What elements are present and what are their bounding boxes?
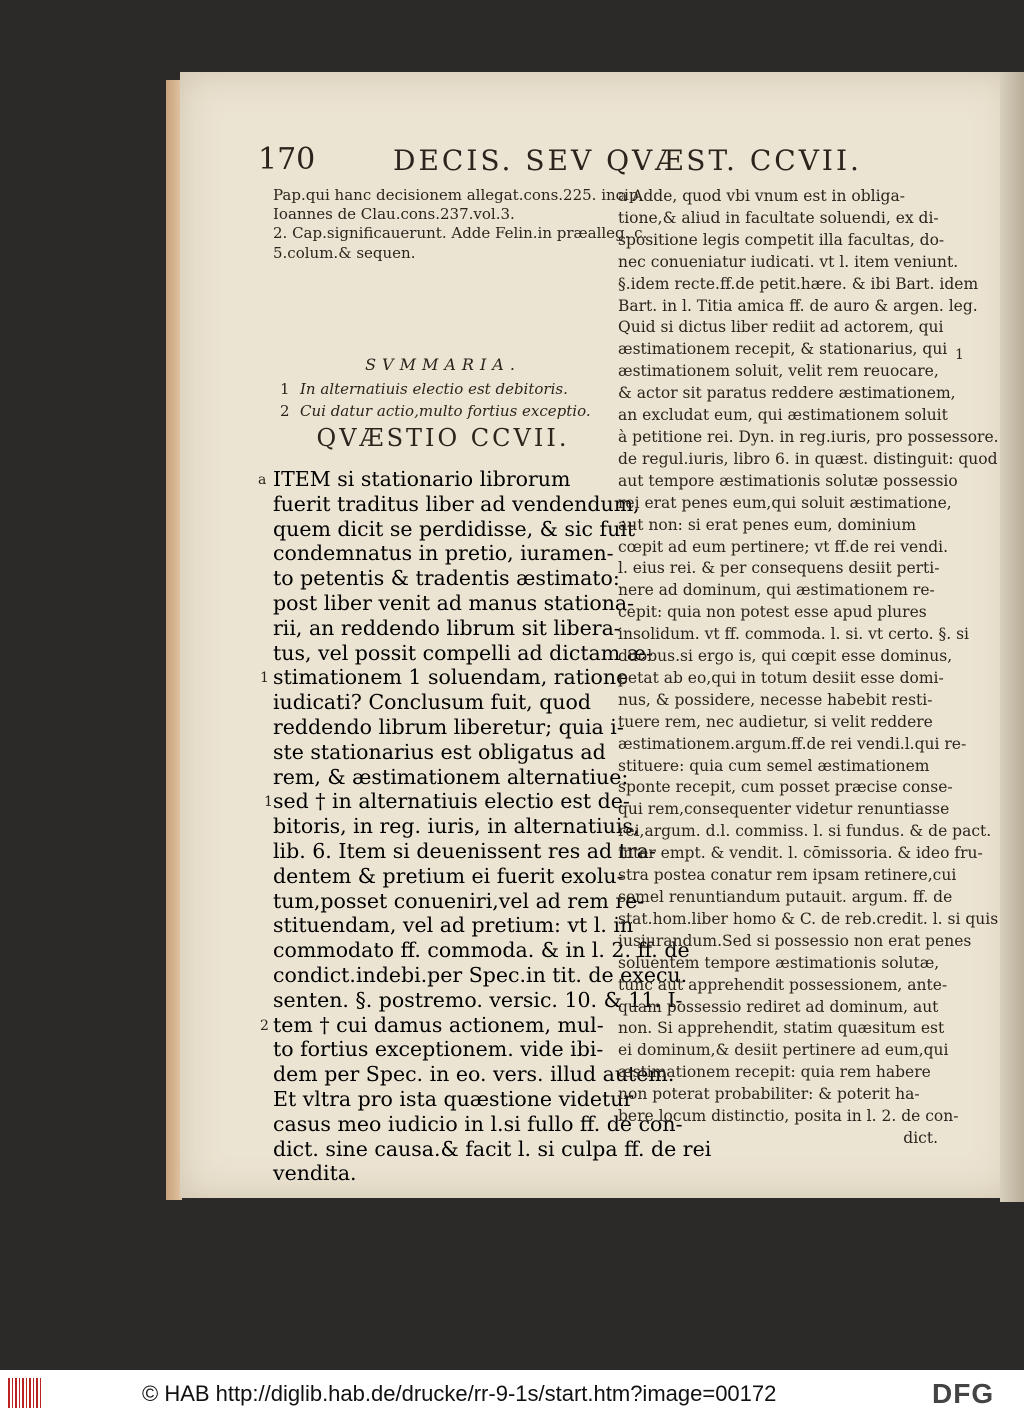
commentary-line: ei dominum,& desiit pertinere ad eum,qui	[618, 1041, 949, 1060]
note-line: 5.colum.& sequen.	[273, 243, 416, 262]
commentary-line: aut non: si erat penes eum, dominium	[618, 515, 917, 534]
commentary-line: æstimationem soluit, velit rem reuocare,	[618, 362, 939, 381]
body-line: sed † in alternatiuis electio est de-	[273, 789, 630, 814]
commentary-line: aut tempore æstimationis solutæ possessio	[618, 471, 958, 490]
commentary-line: tione,& aliud in facultate soluendi, ex di-	[618, 208, 939, 227]
body-line: tem † cui damus actionem, mul-	[273, 1012, 604, 1037]
commentary-line: l. eius rei. & per consequens desiit perti-	[618, 559, 940, 578]
note-line: Pap.qui hanc decisionem allegat.cons.225. incip.	[273, 186, 644, 204]
note-line: Ioannes de Clau.cons.237.vol.3.	[273, 205, 515, 224]
commentary-line: spositione legis competit illa facultas, do-	[618, 230, 945, 249]
commentary-line: §.idem recte.ff.de petit.hære. & ibi Bart. idem	[618, 274, 979, 293]
note-line: 2. Cap.significauerunt. Adde Felin.in præalleg. c.	[273, 224, 648, 243]
body-line: condict.indebi.per Spec.in tit. de execu.	[273, 962, 688, 987]
body-line: dict. sine causa.& facit l. si culpa ff. de rei	[273, 1136, 712, 1161]
body-line: quem dicit se perdidisse, & sic fuit	[273, 516, 636, 541]
commentary-line: petat ab eo,qui in totum desiit esse domi-	[618, 668, 944, 687]
body-line: to petentis & tradentis æstimato:	[273, 566, 620, 591]
commentary-line: æstimationem recepit: quia rem habere	[618, 1063, 931, 1082]
body-line: dentem & pretium ei fuerit exolu-	[273, 863, 624, 888]
commentary-line: à petitione rei. Dyn. in reg.iuris, pro possessore.	[618, 427, 999, 446]
right-commentary	[618, 186, 999, 1150]
commentary-line: non poterat probabiliter: & poterit ha-	[618, 1085, 920, 1104]
margin-mark-1: 1	[264, 794, 273, 810]
commentary-line: bere locum distinctio, posita in l. 2. de con-	[618, 1107, 959, 1126]
body-line: dem per Spec. in eo. vers. illud autem.	[273, 1062, 675, 1087]
commentary-line: a Adde, quod vbi vnum est in obliga-	[618, 187, 905, 205]
body-line: ste stationarius est obligatus ad	[273, 739, 606, 764]
body-line: bitoris, in reg. iuris, in alternatiuis,	[273, 814, 640, 839]
body-line: senten. §. postremo. versic. 10. & 11. I-	[273, 987, 683, 1012]
commentary-line: cepit: quia non potest esse apud plures	[618, 603, 927, 622]
commentary-line: qui rem,consequenter videtur renuntiasse	[618, 800, 950, 819]
summaria-item: 1 In alternatiuis electio est debitoris.	[280, 380, 568, 398]
body-line: lib. 6. Item si deuenissent res ad tra-	[273, 838, 656, 863]
commentary-line: stra postea conatur rem ipsam retinere,cui	[618, 866, 957, 885]
body-line: to fortius exceptionem. vide ibi-	[273, 1037, 604, 1062]
commentary-line: rei erat penes eum,qui soluit æstimatione,	[618, 493, 952, 512]
body-line: vendita.	[273, 1161, 357, 1186]
commentary-line: stituere: quia cum semel æstimationem	[618, 756, 930, 775]
commentary-line: Quid si dictus liber rediit ad actorem, qui	[618, 318, 944, 337]
margin-mark-a: a	[258, 472, 267, 488]
commentary-line: duobus.si ergo is, qui cœpit esse dominus,	[618, 647, 953, 666]
body-line: Et vltra pro ista quæstione videtur	[273, 1086, 634, 1111]
commentary-line: non. Si apprehendit, statim quæsitum est	[618, 1019, 945, 1038]
question-title: QVÆSTIO CCVII.	[316, 424, 570, 452]
commentary-line: semel renuntiandum putauit. argum. ff. de	[618, 888, 953, 906]
commentary-line: tunc aut apprehendit possessionem, ante-	[618, 975, 948, 994]
body-line: stimationem 1 soluendam, ratione	[273, 665, 629, 690]
margin-mark-2: 2	[260, 1018, 269, 1034]
commentary-line: sponte recepit, cum posset præcise conse-	[618, 778, 953, 797]
barcode-icon	[8, 1378, 42, 1408]
page-number: 170	[258, 142, 316, 177]
commentary-line: de regul.iuris, libro 6. in quæst. distinguit: quod	[618, 449, 998, 468]
book-page	[180, 72, 1014, 1198]
commentary-line: nec conueniatur iudicati. vt l. item veniunt.	[618, 252, 959, 271]
book-right-edge	[1000, 72, 1024, 1202]
commentary-line: soluentem tempore æstimationis solutæ,	[618, 953, 940, 972]
commentary-line: iusiurandum.Sed si possessio non erat penes	[618, 931, 972, 950]
body-line: tum,posset conueniri,vel ad rem re-	[273, 888, 645, 913]
body-line: tus, vel possit compelli ad dictam æ-	[273, 640, 653, 665]
running-head: DECIS. SEV QVÆST. CCVII.	[393, 144, 862, 177]
margin-mark-right-1: 1	[955, 347, 964, 363]
body-line: post liber venit ad manus stationa-	[273, 590, 635, 615]
commentary-line: nere ad dominum, qui æstimationem re-	[618, 581, 935, 600]
commentary-line: rei,argum. d.l. commiss. l. si fundus. & de pact.	[618, 822, 992, 841]
commentary-line: insolidum. vt ff. commoda. l. si. vt certo. §. si	[618, 625, 969, 644]
commentary-line: quam possessio rediret ad dominum, aut	[618, 997, 939, 1016]
page-header	[258, 142, 978, 182]
summaria-title: SVMMARIA.	[365, 355, 521, 374]
body-line: stituendam, vel ad pretium: vt l. in	[273, 913, 634, 938]
commentary-line: cœpit ad eum pertinere; vt ff.de rei vendi.	[618, 537, 948, 556]
body-line: fuerit traditus liber ad vendendum,	[273, 491, 640, 516]
body-line: ITEM si stationario librorum	[273, 467, 571, 491]
body-line: commodato ff. commoda. & in l. 2. ff. de	[273, 938, 690, 963]
commentary-line: tuere rem, nec audietur, si velit reddere	[618, 712, 933, 731]
commentary-line: Bart. in l. Titia amica ff. de auro & argen. leg.	[618, 296, 978, 315]
dfg-logo: DFG	[932, 1378, 995, 1409]
body-line: iudicati? Conclusum fuit, quod	[273, 690, 592, 715]
commentary-line: inter empt. & vendit. l. cōmissoria. & ideo fru-	[618, 844, 983, 863]
summaria-item: 2 Cui datur actio,multo fortius exceptio.	[280, 402, 591, 420]
left-top-notes	[273, 186, 648, 263]
body-line: casus meo iudicio in l.si fullo ff. de con-	[273, 1111, 683, 1136]
left-body-text	[273, 467, 712, 1186]
body-line: reddendo librum liberetur; quia i-	[273, 714, 624, 739]
footer-bar	[0, 1370, 1024, 1419]
commentary-line: dict.	[903, 1128, 938, 1147]
commentary-line: æstimationem.argum.ff.de rei vendi.l.qui re-	[618, 734, 967, 753]
margin-mark-1: 1	[260, 670, 269, 686]
summaria-list	[280, 378, 600, 422]
commentary-line: & actor sit paratus reddere æstimationem,	[618, 384, 956, 403]
commentary-line: stat.hom.liber homo & C. de reb.credit. l. si quis	[618, 909, 999, 928]
commentary-line: an excludat eum, qui æstimationem soluit	[618, 406, 948, 425]
commentary-line: nus, & possidere, necesse habebit resti-	[618, 690, 933, 709]
body-line: condemnatus in pretio, iuramen-	[273, 541, 614, 566]
body-line: rem, & æstimationem alternatiue:	[273, 764, 629, 789]
body-line: rii, an reddendo librum sit libera-	[273, 615, 621, 640]
commentary-line: æstimationem recepit, & stationarius, qui	[618, 340, 948, 359]
copyright-url[interactable]: © HAB http://diglib.hab.de/drucke/rr-9-1s/start.htm?image=00172	[142, 1381, 777, 1406]
